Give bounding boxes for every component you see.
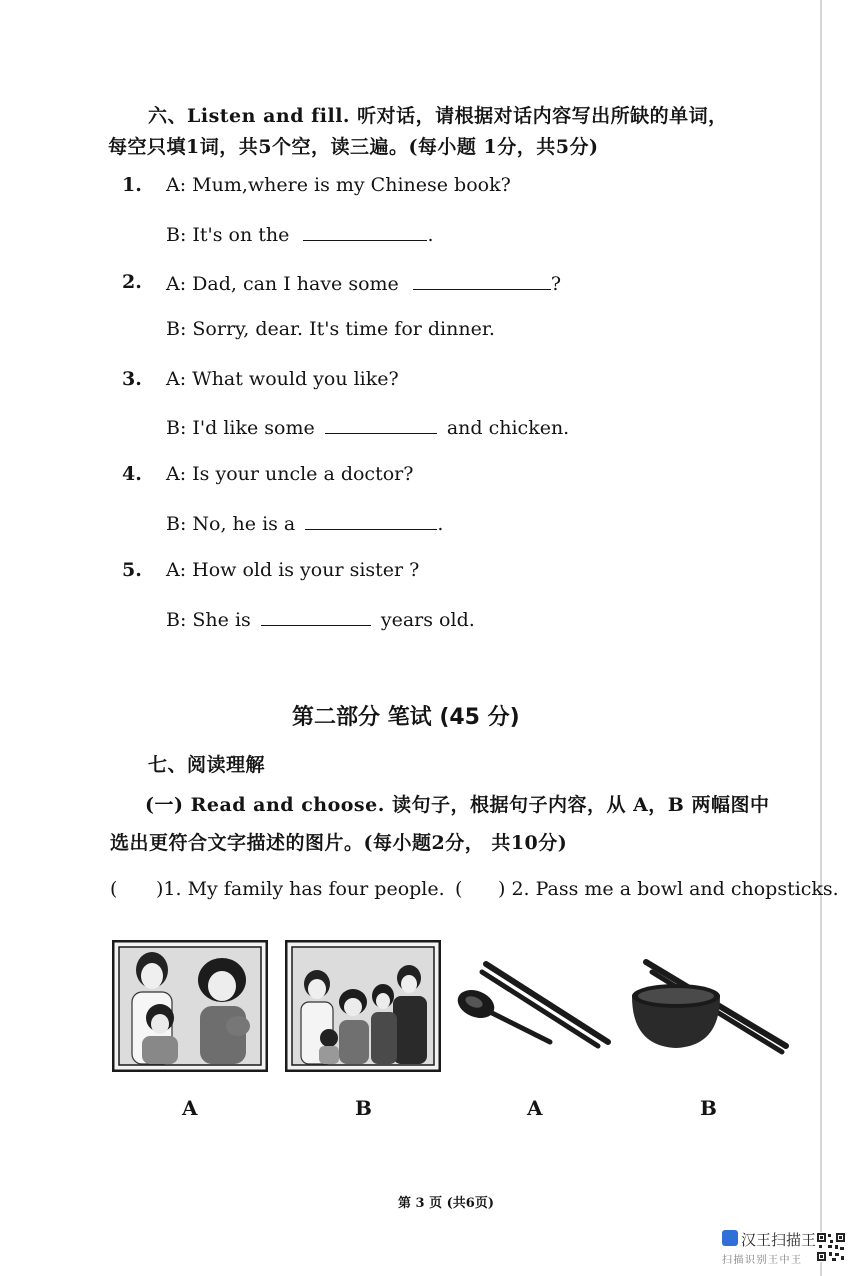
answer-blank[interactable] — [261, 607, 371, 626]
section6-heading-line1: 六、Listen and fill. 听对话，请根据对话内容写出所缺的单词， — [148, 105, 728, 127]
dialogue-text: B: I'd like some — [166, 417, 315, 439]
subsection-instructions-line2: 选出更符合文字描述的图片。(每小题2分， 共10分) — [110, 832, 568, 854]
subsection-instructions-line1: (一) Read and choose. 读句子，根据句子内容，从 A，B 两幅图中 — [145, 794, 770, 816]
answer-blank[interactable] — [325, 415, 437, 434]
watermark-title: 汉王扫描王 — [741, 1231, 817, 1249]
dialogue-text: years old. — [380, 609, 475, 631]
qr-code-icon — [816, 1232, 846, 1262]
dialogue-line-a: A: Is your uncle a doctor? — [166, 463, 414, 485]
image-label-b1: B — [355, 1096, 372, 1120]
dialogue-line-b — [166, 415, 569, 439]
family-of-three-photo-icon — [112, 940, 268, 1072]
part2-title: 第二部分 笔试 (45 分) — [292, 705, 520, 730]
question-text-2: ) 2. Pass me a bowl and chopsticks. — [498, 878, 839, 900]
page-footer: 第 3 页 (共6页) — [398, 1196, 494, 1211]
dialogue-line-b — [166, 607, 475, 631]
answer-blank[interactable] — [303, 222, 427, 241]
image-label-a1: A — [182, 1096, 198, 1120]
page-edge-line — [820, 0, 822, 1276]
dialogue-text: ? — [550, 273, 562, 295]
dialogue-text: . — [437, 513, 444, 535]
dialogue-text: . — [427, 224, 434, 246]
dialogue-text: and chicken. — [446, 417, 570, 439]
answer-blank[interactable] — [305, 511, 437, 530]
watermark-subtitle: 扫描识别王中王 — [722, 1255, 803, 1266]
question-number: 5. — [122, 559, 142, 581]
section6-heading-line2: 每空只填1词，共5个空，读三遍。(每小题 1分，共5分) — [108, 136, 599, 158]
question-number: 3. — [122, 368, 142, 390]
section7-title: 七、阅读理解 — [148, 754, 266, 776]
answer-paren-1[interactable]: ( — [110, 878, 118, 900]
question-number: 1. — [122, 174, 142, 196]
dialogue-text: A: Dad, can I have some — [166, 273, 399, 295]
question-number: 2. — [122, 271, 142, 293]
image-label-a2: A — [527, 1096, 543, 1120]
dialogue-text: B: No, he is a — [166, 513, 296, 535]
dialogue-line-b: B: Sorry, dear. It's time for dinner. — [166, 318, 495, 340]
spoon-and-chopsticks-icon — [452, 958, 614, 1052]
dialogue-line-a: A: Mum,where is my Chinese book? — [166, 174, 511, 196]
answer-blank[interactable] — [413, 271, 551, 290]
answer-paren-2[interactable]: ( — [455, 878, 463, 900]
dialogue-line-b — [166, 222, 433, 246]
question-text-1: )1. My family has four people. — [156, 878, 445, 900]
dialogue-line-b — [166, 511, 443, 535]
family-of-four-photo-icon — [285, 940, 441, 1072]
dialogue-line-a: A: What would you like? — [166, 368, 399, 390]
question-number: 4. — [122, 463, 142, 485]
dialogue-text: B: It's on the — [166, 224, 290, 246]
dialogue-line-a: A: How old is your sister ? — [166, 559, 420, 581]
dialogue-line-a — [166, 271, 561, 295]
bowl-and-chopsticks-icon — [628, 956, 790, 1056]
scanner-logo-icon — [722, 1230, 738, 1246]
dialogue-text: B: She is — [166, 609, 251, 631]
image-label-b2: B — [700, 1096, 717, 1120]
